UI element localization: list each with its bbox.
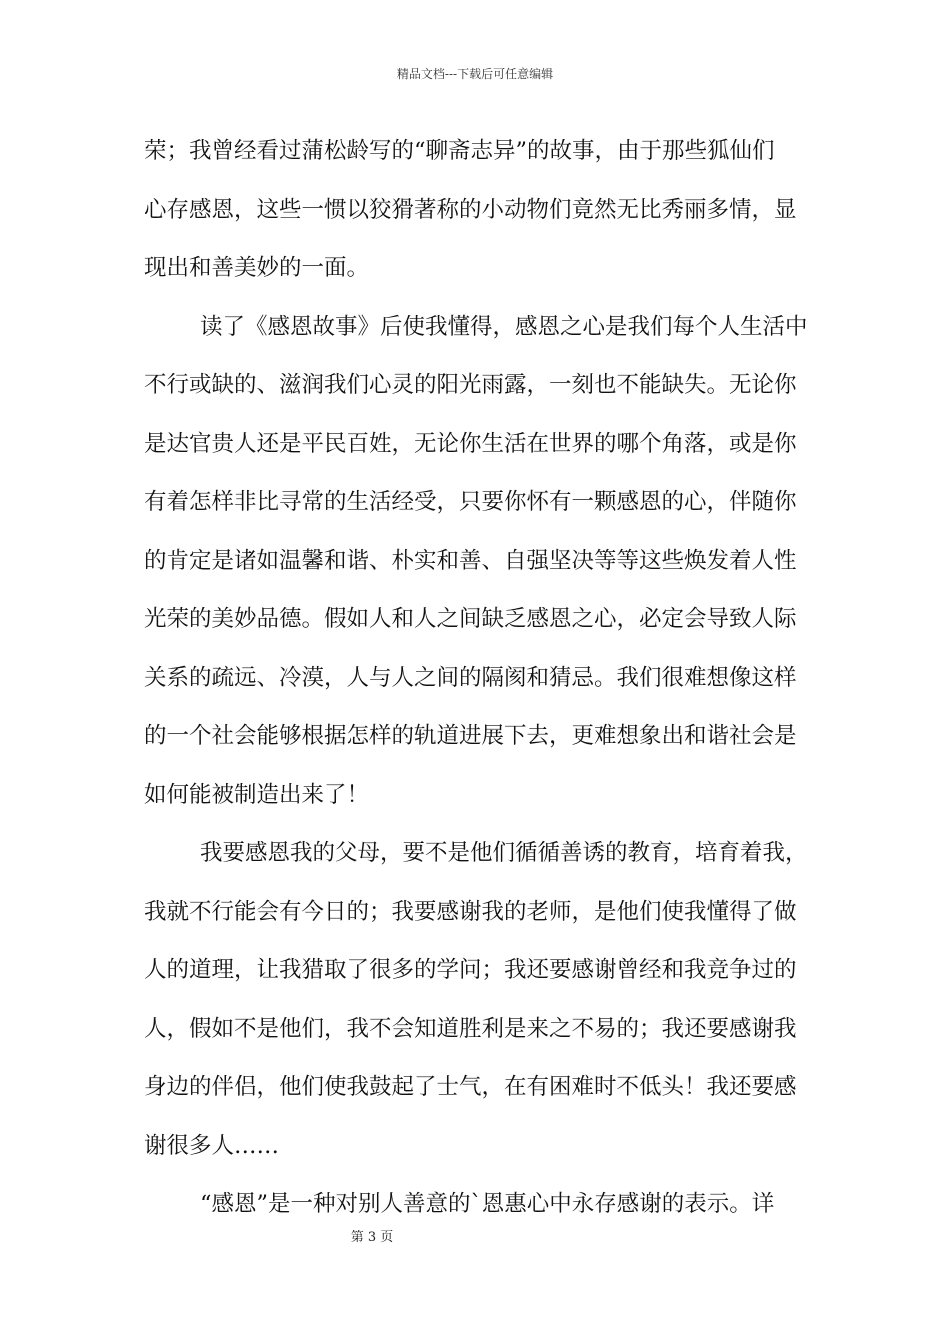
paragraph-1-line-2: 心存感恩，这些一惯以狡猾著称的小动物们竟然无比秀丽多情，显 <box>144 196 797 223</box>
paragraph-3-line-5: 身边的伴侣，他们使我鼓起了士气，在有困难时不低头！我还要感 <box>144 1074 797 1100</box>
paragraph-2-line-3: 是达官贵人还是平民百姓，无论你生活在世界的哪个角落，或是你 <box>144 430 797 457</box>
paragraph-3-line-3: 人的道理，让我猎取了很多的学问；我还要感谢曾经和我竞争过的 <box>144 957 797 983</box>
paragraph-2-line-9: 如何能被制造出来了！ <box>144 781 370 808</box>
paragraph-1-line-1: 荣；我曾经看过蒲松龄写的“聊斋志异”的故事，由于那些狐仙们 <box>144 138 775 164</box>
paragraph-3-line-1: 我要感恩我的父母，要不是他们循循善诱的教育，培育着我， <box>200 840 808 866</box>
paragraph-3-line-6: 谢很多人…… <box>144 1132 280 1159</box>
page-header: 精品文档---下载后可任意编辑 <box>396 67 554 81</box>
paragraph-2-line-8: 的一个社会能够根据怎样的轨道进展下去，更难想象出和谐社会是 <box>144 723 797 749</box>
paragraph-2-line-1: 读了《感恩故事》后使我懂得，感恩之心是我们每个人生活中 <box>200 313 808 340</box>
paragraph-4-line-1: “感恩”是一种对别人善意的`恩惠心中永存感谢的表示。详 <box>200 1191 775 1217</box>
page-number: 第 3 页 <box>350 1230 394 1245</box>
paragraph-2-line-6: 光荣的美妙品德。假如人和人之间缺乏感恩之心，必定会导致人际 <box>144 606 797 632</box>
paragraph-2-line-7: 关系的疏远、冷漠，人与人之间的隔阂和猜忌。我们很难想像这样 <box>144 664 797 691</box>
paragraph-2-line-4: 有着怎样非比寻常的生活经受，只要你怀有一颗感恩的心，伴随你 <box>144 489 797 515</box>
paragraph-2-line-2: 不行或缺的、滋润我们心灵的阳光雨露，一刻也不能缺失。无论你 <box>144 372 797 398</box>
paragraph-3-line-2: 我就不行能会有今日的；我要感谢我的老师，是他们使我懂得了做 <box>144 898 797 925</box>
paragraph-1-line-3: 现出和善美妙的一面。 <box>144 255 370 281</box>
paragraph-2-line-5: 的肯定是诸如温馨和谐、朴实和善、自强坚决等等这些焕发着人性 <box>144 547 797 574</box>
document-body <box>144 122 808 1234</box>
paragraph-3-line-4: 人，假如不是他们，我不会知道胜利是来之不易的；我还要感谢我 <box>144 1015 797 1042</box>
